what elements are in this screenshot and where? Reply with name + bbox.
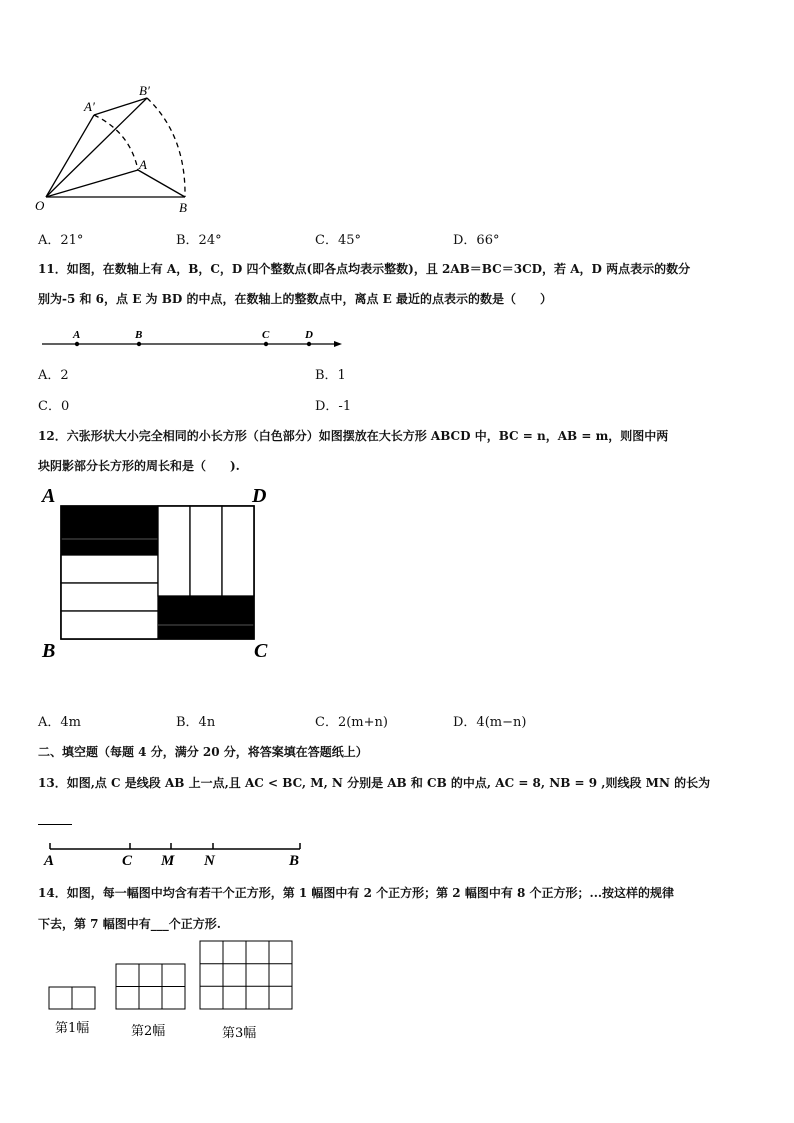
section2-heading: 二、填空题（每题 4 分，满分 20 分，将答案填在答题纸上） bbox=[38, 745, 368, 759]
q10-option-c: C．45° bbox=[315, 233, 361, 248]
caption-fig3: 第3幅 bbox=[222, 1026, 257, 1041]
caption-fig2: 第2幅 bbox=[131, 1024, 166, 1039]
segment-label-N: N bbox=[204, 853, 215, 869]
numline-label-D: D bbox=[305, 329, 313, 341]
q11-question-line2: 别为-5 和 6，点 E 为 BD 的中点，在数轴上的整数点中，离点 E 最近的点表示的数是（ ） bbox=[38, 292, 552, 306]
q10-option-a: A．21° bbox=[38, 233, 84, 248]
segment-label-M: M bbox=[161, 853, 175, 869]
grid-figure-3 bbox=[200, 941, 292, 1009]
q12-question-line2: 块阴影部分长方形的周长和是（ ). bbox=[38, 459, 240, 473]
q11-number-line bbox=[38, 325, 348, 355]
q11-option-a: A．2 bbox=[38, 368, 69, 383]
numline-label-A: A bbox=[73, 329, 81, 341]
grid-figure-2 bbox=[116, 964, 185, 1009]
caption-fig1: 第1幅 bbox=[55, 1021, 90, 1036]
label-A-prime: A′ bbox=[84, 99, 95, 114]
label-B-prime: B′ bbox=[139, 83, 150, 98]
q14-question-line1: 14．如图，每一幅图中均含有若干个正方形，第 1 幅图中有 2 个正方形；第 2 幅图中有 8 个正方形；...按这样的规律 bbox=[38, 886, 675, 900]
q10-option-b: B．24° bbox=[176, 233, 222, 248]
segment-label-A: A bbox=[44, 853, 55, 869]
numline-label-C: C bbox=[262, 329, 270, 341]
corner-label-D: D bbox=[252, 485, 267, 507]
grid-figure-1 bbox=[49, 987, 95, 1009]
q12-rectangle-figure bbox=[38, 484, 278, 664]
q12-option-b: B．4n bbox=[176, 715, 216, 730]
label-B: B bbox=[179, 200, 187, 215]
q11-option-d: D．-1 bbox=[315, 399, 352, 414]
q11-option-c: C．0 bbox=[38, 399, 70, 414]
label-A: A bbox=[139, 157, 147, 172]
q11-option-b: B．1 bbox=[315, 368, 346, 383]
q13-question-line1: 13．如图,点 C 是线段 AB 上一点,且 AC < BC, M, N 分别是 AB 和 CB 的中点, AC = 8, NB = 9 ,则线段 MN 的长为 bbox=[38, 776, 711, 790]
q14-question-line2: 下去，第 7 幅图中有___个正方形. bbox=[38, 917, 221, 931]
corner-label-B: B bbox=[42, 640, 56, 662]
numline-label-B: B bbox=[135, 329, 143, 341]
q11-question-line1: 11．如图，在数轴上有 A，B，C，D 四个整数点(即各点均表示整数)，且 2AB＝BC＝3CD，若 A，D 两点表示的数分 bbox=[38, 262, 691, 276]
corner-label-C: C bbox=[254, 640, 268, 662]
q12-option-a: A．4m bbox=[38, 715, 81, 730]
q12-option-d: D．4(m−n) bbox=[453, 715, 527, 730]
q10-sector-figure bbox=[30, 80, 200, 220]
q13-segment-figure bbox=[38, 838, 308, 870]
q12-option-c: C．2(m+n) bbox=[315, 715, 388, 730]
segment-label-B: B bbox=[289, 853, 300, 869]
q13-answer-blank bbox=[38, 824, 72, 825]
q12-question-line1: 12．六张形状大小完全相同的小长方形（白色部分）如图摆放在大长方形 ABCD 中，BC = n，AB = m，则图中两 bbox=[38, 429, 669, 443]
q10-option-d: D．66° bbox=[453, 233, 500, 248]
label-O: O bbox=[35, 198, 45, 213]
segment-label-C: C bbox=[122, 853, 133, 869]
corner-label-A: A bbox=[42, 485, 56, 507]
q14-grid-figures bbox=[38, 935, 308, 1045]
